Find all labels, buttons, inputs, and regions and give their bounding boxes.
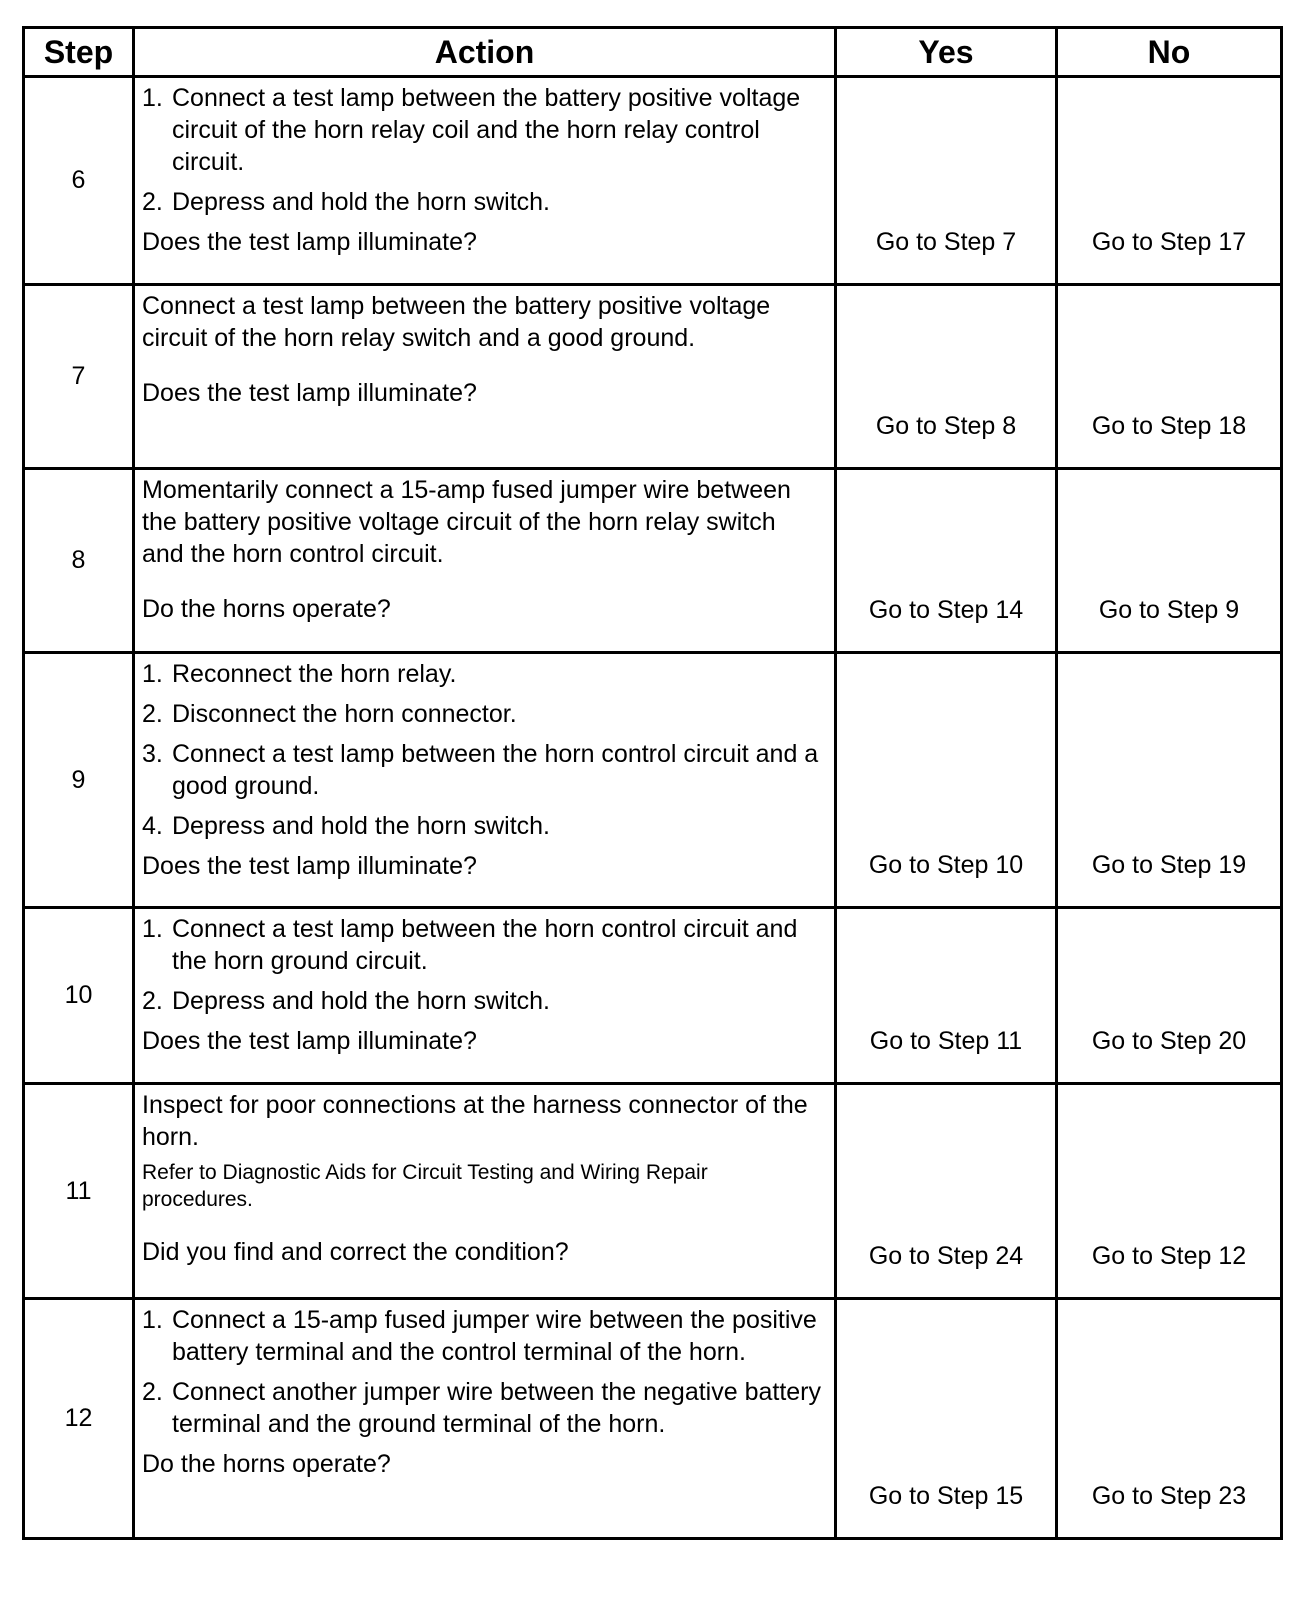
action-cell: [134, 285, 836, 469]
action-cell: [134, 1299, 836, 1539]
action-item: 3. Connect a test lamp between the horn control circuit and a good ground.: [142, 740, 819, 800]
step-number: 7: [24, 285, 134, 469]
diagnostic-table: [22, 26, 1283, 1540]
table-row: [24, 285, 1282, 469]
yes-result: Go to Step 7: [836, 77, 1057, 285]
table-header-row: [24, 28, 1282, 77]
action-question: Do the horns operate?: [142, 1450, 391, 1478]
header-action: Action: [134, 28, 836, 77]
action-item: 2. Depress and hold the horn switch.: [142, 188, 550, 216]
step-number: 11: [24, 1084, 134, 1299]
no-result: Go to Step 18: [1057, 285, 1282, 469]
no-result: Go to Step 20: [1057, 908, 1282, 1084]
table-row: [24, 1299, 1282, 1539]
action-question: Does the test lamp illuminate?: [142, 228, 477, 256]
action-cell: [134, 653, 836, 908]
action-text: Momentarily connect a 15-amp fused jumper wire between the battery positive voltage circuit of the horn relay switch and the horn control circuit.: [142, 476, 791, 568]
no-result: Go to Step 12: [1057, 1084, 1282, 1299]
yes-result: Go to Step 24: [836, 1084, 1057, 1299]
table-row: [24, 653, 1282, 908]
step-number: 6: [24, 77, 134, 285]
header-no: No: [1057, 28, 1282, 77]
yes-result: Go to Step 14: [836, 469, 1057, 653]
no-result: Go to Step 23: [1057, 1299, 1282, 1539]
no-result: Go to Step 17: [1057, 77, 1282, 285]
table-row: [24, 469, 1282, 653]
action-note: Refer to Diagnostic Aids for Circuit Testing and Wiring Repair procedures.: [142, 1161, 708, 1211]
action-cell: [134, 908, 836, 1084]
action-item: 1. Connect a test lamp between the battery positive voltage circuit of the horn relay coil and the horn relay control circuit.: [142, 84, 801, 176]
step-number: 8: [24, 469, 134, 653]
step-number: 12: [24, 1299, 134, 1539]
action-cell: [134, 469, 836, 653]
action-question: Does the test lamp illuminate?: [142, 1027, 477, 1055]
step-number: 9: [24, 653, 134, 908]
table-row: [24, 908, 1282, 1084]
action-question: Do the horns operate?: [142, 595, 391, 623]
yes-result: Go to Step 11: [836, 908, 1057, 1084]
action-item: 2. Depress and hold the horn switch.: [142, 987, 550, 1015]
header-yes: Yes: [836, 28, 1057, 77]
header-step: Step: [24, 28, 134, 77]
step-number: 10: [24, 908, 134, 1084]
no-result: Go to Step 9: [1057, 469, 1282, 653]
yes-result: Go to Step 10: [836, 653, 1057, 908]
action-item: 1. Reconnect the horn relay.: [142, 660, 457, 688]
action-question: Did you find and correct the condition?: [142, 1238, 569, 1266]
action-item: 4. Depress and hold the horn switch.: [142, 812, 550, 840]
action-text: Inspect for poor connections at the harness connector of the horn.: [142, 1091, 808, 1151]
action-question: Does the test lamp illuminate?: [142, 379, 477, 407]
table-row: [24, 77, 1282, 285]
action-item: 2. Connect another jumper wire between the negative battery terminal and the ground terminal of the horn.: [142, 1378, 821, 1438]
action-item: 1. Connect a 15-amp fused jumper wire between the positive battery terminal and the control terminal of the horn.: [142, 1306, 817, 1366]
action-cell: [134, 1084, 836, 1299]
table-row: [24, 1084, 1282, 1299]
action-question: Does the test lamp illuminate?: [142, 852, 477, 880]
no-result: Go to Step 19: [1057, 653, 1282, 908]
action-text: Connect a test lamp between the battery positive voltage circuit of the horn relay switch and a good ground.: [142, 292, 771, 352]
action-cell: [134, 77, 836, 285]
action-item: 2. Disconnect the horn connector.: [142, 700, 517, 728]
action-item: 1. Connect a test lamp between the horn control circuit and the horn ground circuit.: [142, 915, 798, 975]
yes-result: Go to Step 15: [836, 1299, 1057, 1539]
yes-result: Go to Step 8: [836, 285, 1057, 469]
